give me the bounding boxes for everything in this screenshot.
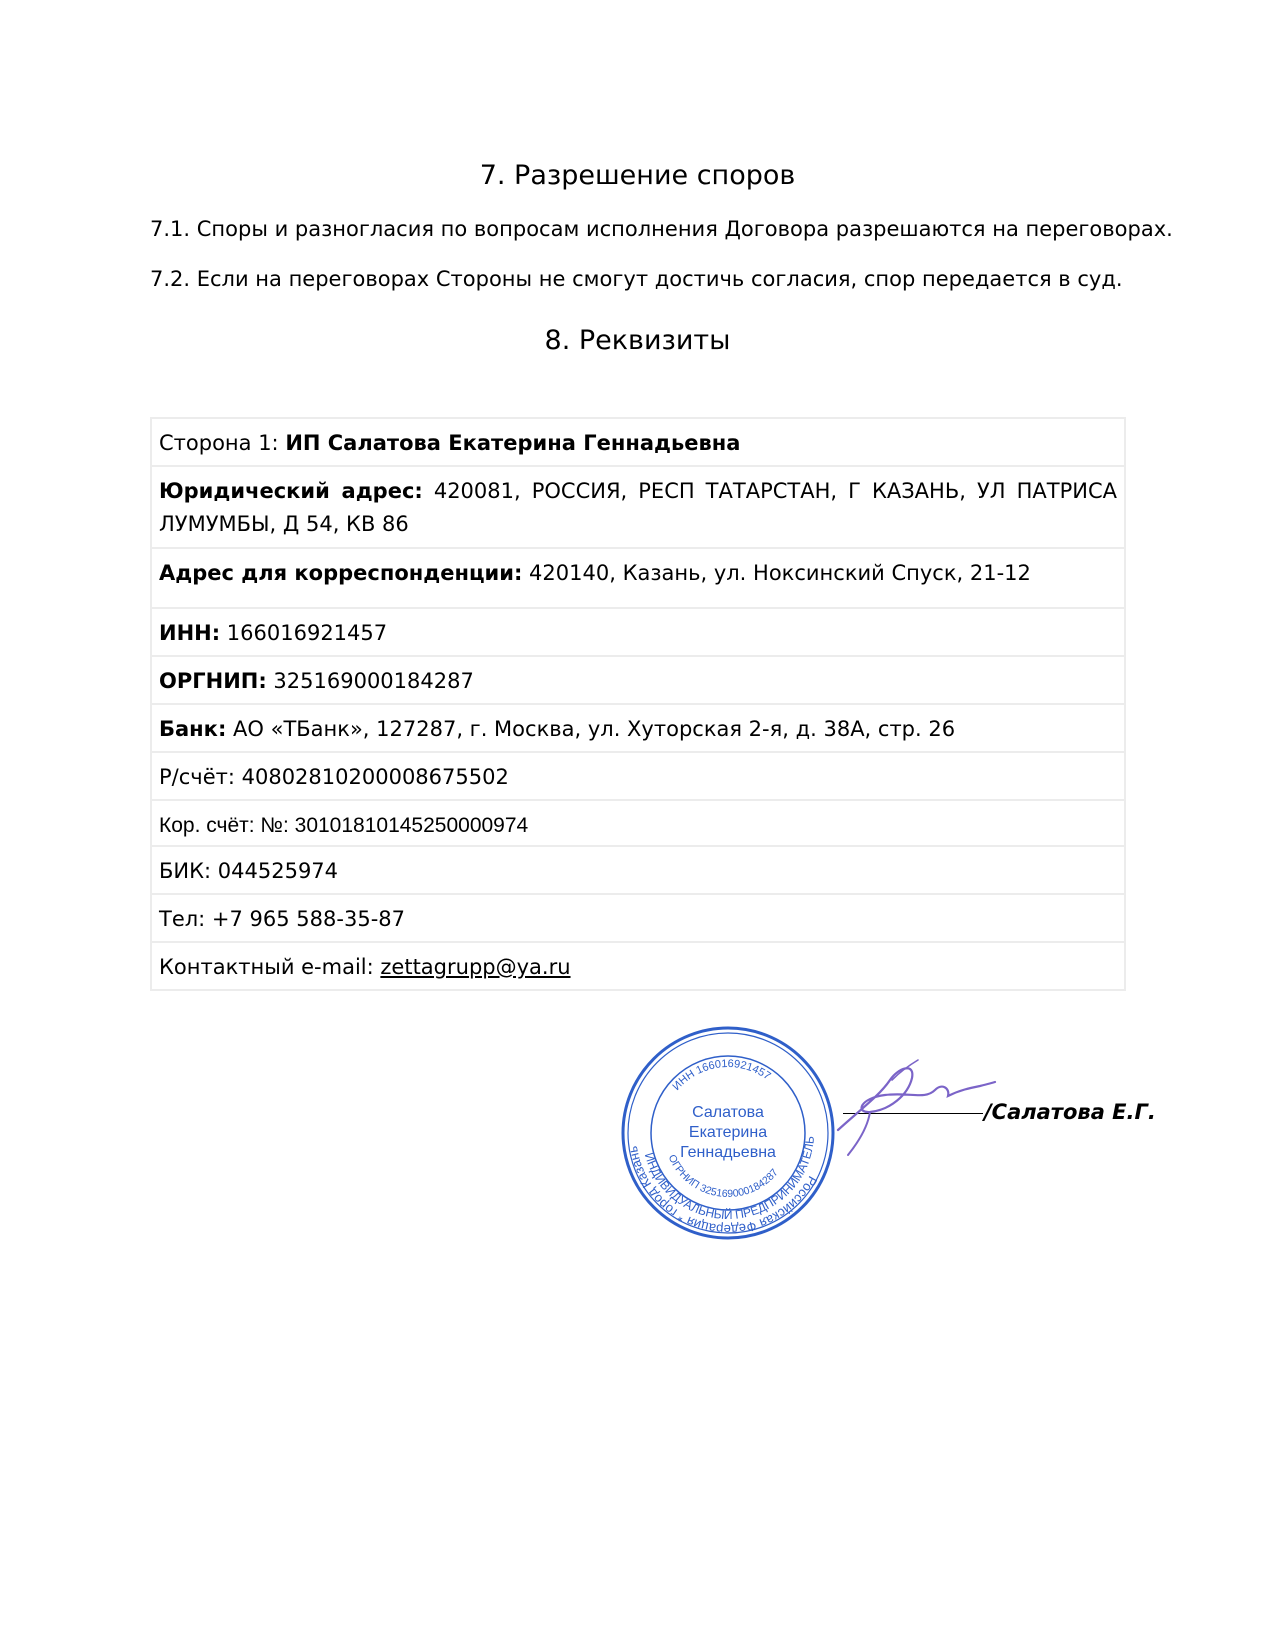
section-7-heading: 7. Разрешение споров [479,160,796,191]
clause-7-2: 7.2. Если на переговорах Стороны не смогут достичь согласия, спор передается в суд. [150,267,1123,291]
stamp-bottom-textpath: ИНДИВИДУАЛЬНЫЙ ПРЕДПРИНИМАТЕЛЬ [641,1135,818,1223]
requisites-table [150,417,1126,991]
party-value: ИП Салатова Екатерина Геннадьевна [285,431,741,455]
corr-account-label: Кор. счёт: №: [159,814,295,837]
table-row [151,752,1125,800]
mail-address-value: 420140, Казань, ул. Ноксинский Спуск, 21-12 [522,561,1031,585]
signatory-name: /Салатова Е.Г. [984,1100,1156,1124]
email-link[interactable]: zettagrupp@ya.ru [380,955,571,979]
legal-address-label: Юридический адрес: [159,479,423,503]
company-stamp [620,1025,836,1241]
party-label: Сторона 1: [159,431,286,455]
legal-address-value: 420081, РОССИЯ, РЕСП ТАТАРСТАН, Г КАЗАНЬ, УЛ ПАТРИСА ЛУМУМБЫ, Д 54, КВ 86 [159,479,1117,536]
stamp-ogrnip-textpath: ОГРНИП 325169000184287 [665,1152,781,1201]
table-row [151,704,1125,752]
stamp-outer-textpath: Российская Федерация * город Казань [624,1144,821,1238]
account-label: Р/счёт: [159,765,242,789]
stamp-line-3: Геннадьевна [680,1144,776,1161]
table-row [151,548,1125,608]
email-label: Контактный e-mail: [159,955,381,979]
table-row [151,608,1125,656]
ogrnip-value: 325169000184287 [266,669,474,693]
clause-7-1: 7.1. Споры и разногласия по вопросам исполнения Договора разрешаются на переговорах. [150,217,1173,241]
inn-value: 166016921457 [220,621,388,645]
bik-value: 044525974 [217,859,339,883]
table-row [151,656,1125,704]
stamp-inn-text [670,1058,772,1093]
table-row [151,894,1125,942]
account-value: 40802810200008675502 [241,765,509,789]
stamp-line-1: Салатова [692,1104,764,1121]
handwritten-signature [830,1050,1000,1160]
bik-label: БИК: [159,859,218,883]
phone-label: Тел: [159,907,212,931]
stamp-line-2: Екатерина [688,1124,768,1141]
bank-value: АО «ТБанк», 127287, г. Москва, ул. Хуторская 2-я, д. 38А, стр. 26 [226,717,956,741]
table-row [151,466,1125,548]
corr-account-value: 30101810145250000974 [294,814,529,837]
mail-address-label: Адрес для корреспонденции: [159,561,523,585]
table-row [151,800,1125,846]
table-row [151,846,1125,894]
stamp-inn-textpath: ИНН 166016921457 [670,1057,773,1093]
inn-label: ИНН: [159,621,221,645]
table-row [151,942,1125,990]
bank-label: Банк: [159,717,227,741]
phone-value: +7 965 588-35-87 [211,907,405,931]
ogrnip-label: ОРГНИП: [159,669,267,693]
section-8-heading: 8. Реквизиты [544,325,731,356]
table-row [151,418,1125,466]
